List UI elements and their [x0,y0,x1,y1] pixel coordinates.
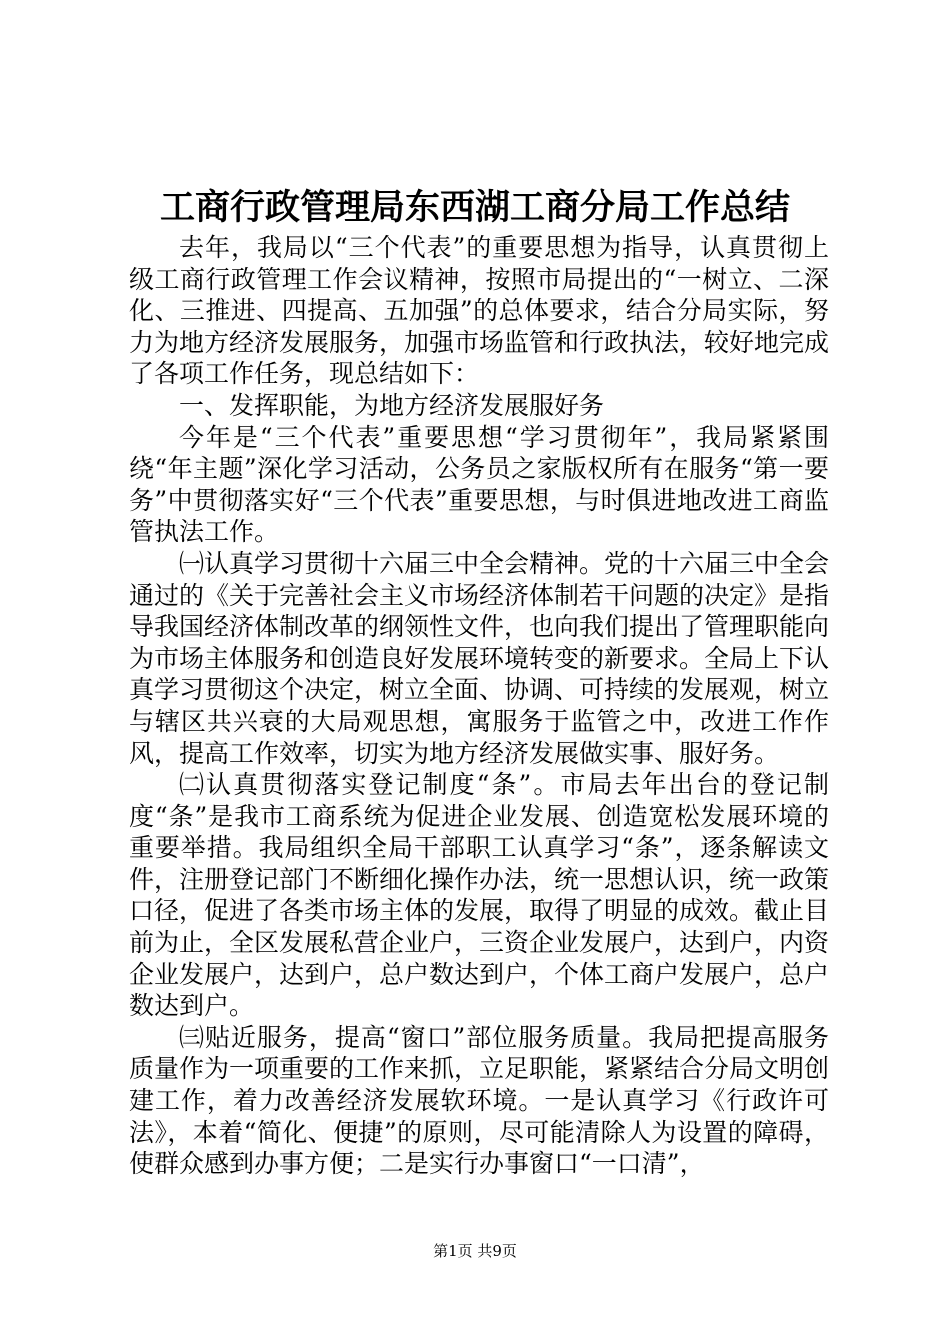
document-title: 工商行政管理局东西湖工商分局工作总结 [159,187,790,228]
section-heading-1: 一、发挥职能，为地方经济发展服好务 [179,390,605,420]
page-number-footer: 第1页 共9页 [433,1242,517,1260]
paragraph-theme-year: 今年是“三个代表”重要思想“学习贯彻年”，我局紧紧围绕“年主题”深化学习活动，公务员之家版权所有在服务“第一要务”中贯彻落实好“三个代表”重要思想，与时俱进地改进工商监管执法工作。 [129,422,829,547]
paragraph-item-3: ㈢贴近服务，提高“窗口”部位服务质量。我局把提高服务质量作为一项重要的工作来抓，立足职能，紧紧结合分局文明创建工作，着力改善经济发展软环境。一是认真学习《行政许可法》，本着“简化、便捷”的原则，尽可能清除人为设置的障碍，使群众感到办事方便；二是实行办事窗口“一口清”， [129,1022,830,1179]
document-body [129,232,829,1180]
paragraph-item-2: ㈡认真贯彻落实登记制度“条”。市局去年出台的登记制度“条”是我市工商系统为促进企业发展、创造宽松发展环境的重要举措。我局组织全局干部职工认真学习“条”，逐条解读文件，注册登记部门不断细化操作办法，统一思想认识，统一政策口径，促进了各类市场主体的发展，取得了明显的成效。截止目前为止，全区发展私营企业户，三资企业发展户，达到户，内资企业发展户，达到户，总户数达到户，个体工商户发展户，总户数达到户。 [129,770,830,1021]
paragraph-item-1: ㈠认真学习贯彻十六届三中全会精神。党的十六届三中全会通过的《关于完善社会主义市场经济体制若干问题的决定》是指导我国经济体制改革的纲领性文件，也向我们提出了管理职能向为市场主体服务和创造良好发展环境转变的新要求。全局上下认真学习贯彻这个决定，树立全面、协调、可持续的发展观，树立与辖区共兴衰的大局观思想，寓服务于监管之中，改进工作作风，提高工作效率，切实为地方经济发展做实事、服好务。 [129,548,830,768]
paragraph-intro: 去年，我局以“三个代表”的重要思想为指导，认真贯彻上级工商行政管理工作会议精神，按照市局提出的“一树立、二深化、三推进、四提高、五加强”的总体要求，结合分局实际，努力为地方经济发展服务，加强市场监管和行政执法，较好地完成了各项工作任务，现总结如下： [129,233,830,389]
